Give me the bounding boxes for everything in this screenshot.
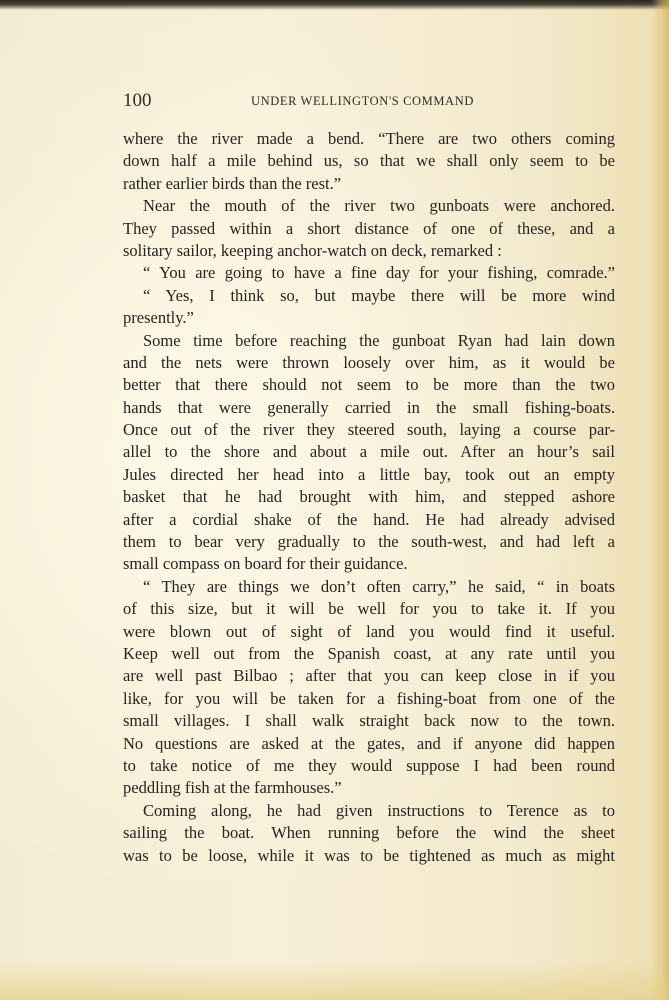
- text-line: sailing the boat. When running before the wind the sheet: [123, 823, 615, 843]
- running-title: UNDER WELLINGTON'S COMMAND: [251, 94, 474, 108]
- page-top-shadow: [0, 0, 669, 10]
- text-line: them to bear very gradually to the south-west, and had left a: [123, 532, 615, 552]
- text-line: of this size, but it will be well for you to take it. If you: [123, 599, 615, 619]
- text-line: hands that were generally carried in the small fishing-boats.: [123, 397, 615, 417]
- text-line: are well past Bilbao ; after that you can keep close in if you: [123, 666, 615, 686]
- text-line: Jules directed her head into a little bay, took out an empty: [123, 464, 615, 484]
- text-line: were blown out of sight of land you would find it useful.: [123, 621, 615, 641]
- text-line: down half a mile behind us, so that we shall only seem to be: [123, 151, 615, 171]
- text-line: Once out of the river they steered south, laying a course par-: [123, 420, 615, 440]
- text-line: was to be loose, while it was to be tightened as much as might: [123, 845, 615, 865]
- text-line: and the nets were thrown loosely over him, as it would be: [123, 352, 615, 372]
- text-line: allel to the shore and about a mile out. After an hour’s sail: [123, 442, 615, 462]
- text-line: after a cordial shake of the hand. He had already advised: [123, 509, 615, 529]
- text-line: small villages. I shall walk straight back now to the town.: [123, 711, 615, 731]
- text-line: peddling fish at the farmhouses.”: [123, 778, 342, 798]
- text-line: They passed within a short distance of one of these, and a: [123, 218, 615, 238]
- text-line: Keep well out from the Spanish coast, at any rate until you: [123, 643, 615, 663]
- text-line: solitary sailor, keeping anchor-watch on deck, remarked :: [123, 240, 502, 260]
- running-head: [123, 90, 615, 112]
- text-line: like, for you will be taken for a fishing-boat from one of the: [123, 688, 615, 708]
- text-line: where the river made a bend. “There are two others coming: [123, 129, 615, 148]
- text-line: Some time before reaching the gunboat Ryan had lain down: [143, 330, 615, 350]
- page-number: 100: [123, 90, 152, 111]
- page-right-edge: [651, 0, 669, 1000]
- page-bottom-edge: [0, 960, 669, 1000]
- text-line: “ Yes, I think so, but maybe there will be more wind: [143, 285, 615, 305]
- body-text: [123, 128, 615, 867]
- text-line: No questions are asked at the gates, and if anyone did happen: [123, 733, 615, 753]
- text-line: rather earlier birds than the rest.”: [123, 173, 342, 193]
- text-line: “ They are things we don’t often carry,” he said, “ in boats: [143, 576, 615, 596]
- text-line: basket that he had brought with him, and stepped ashore: [123, 487, 615, 507]
- text-line: Coming along, he had given instructions to Terence as to: [143, 800, 615, 820]
- text-line: small compass on board for their guidance.: [123, 554, 408, 574]
- text-line: better that there should not seem to be more than the two: [123, 375, 615, 395]
- text-line: “ You are going to have a fine day for your fishing, comrade.”: [143, 263, 615, 283]
- text-line: Near the mouth of the river two gunboats were anchored.: [143, 196, 615, 216]
- text-line: presently.”: [123, 308, 194, 328]
- text-line: to take notice of me they would suppose I had been round: [123, 755, 615, 775]
